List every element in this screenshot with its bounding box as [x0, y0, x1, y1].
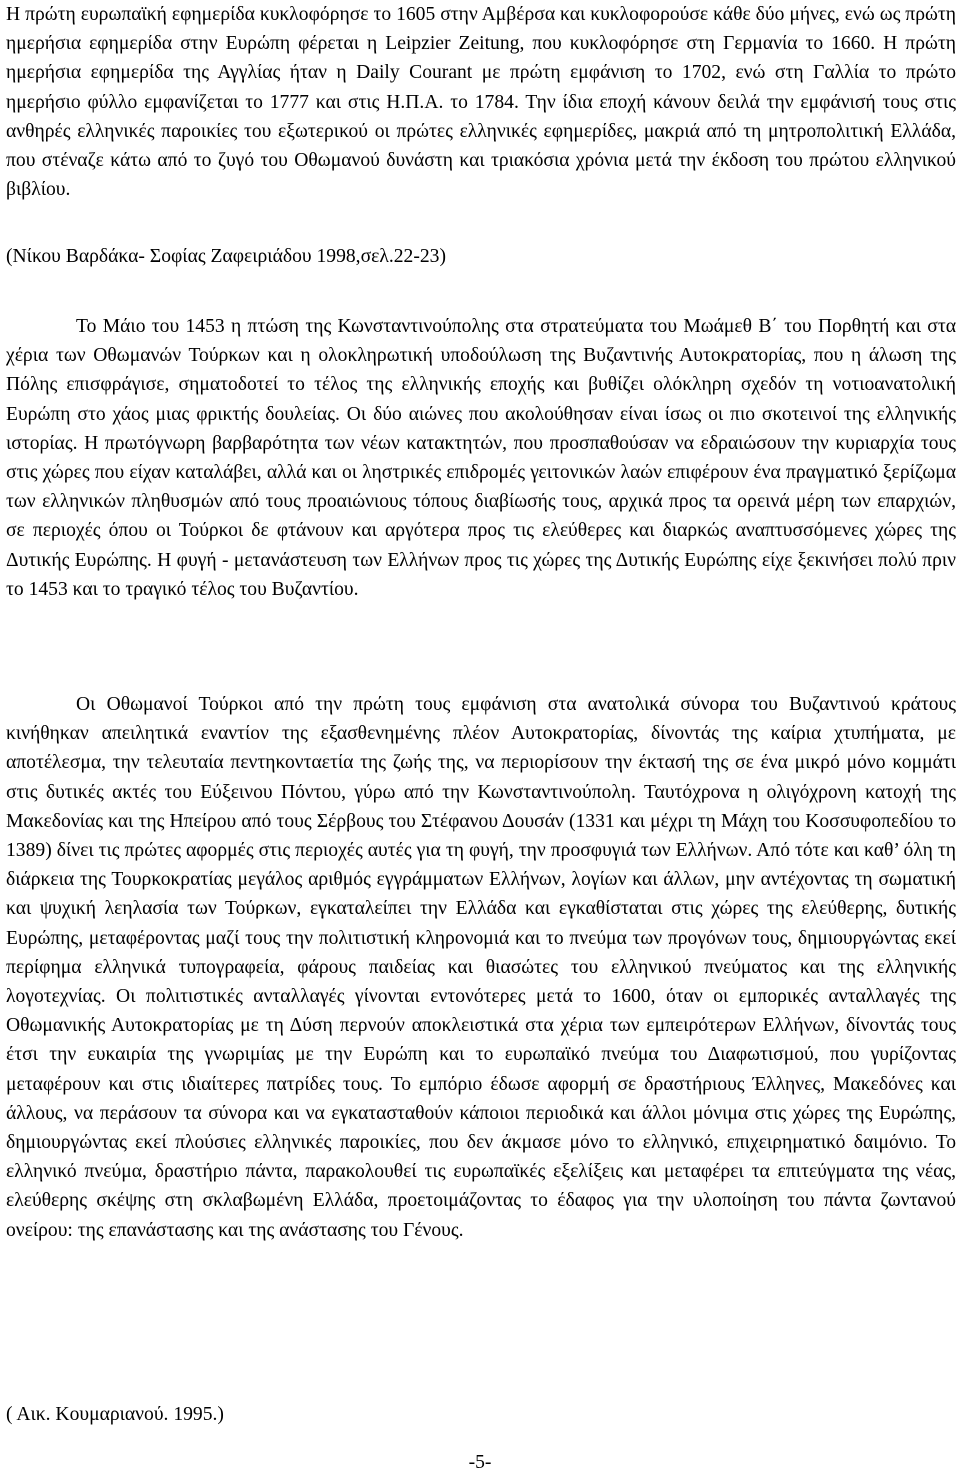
paragraph-newspapers: Η πρώτη ευρωπαϊκή εφημερίδα κυκλοφόρησε το 1605 στην Αμβέρσα και κυκλοφορούσε κάθε δύο μήνες, ενώ ως πρώτη ημερήσια εφημερίδα στην Ευρώπη φέρεται η Leipzier Zeitung, που κυκλοφόρησε στη Γερμανία το 1660. Η πρώτη ημερήσια εφημερίδα της Αγγλίας ήταν η Daily Courant με πρώτη εμφάνιση το 1702, ενώ στη Γαλλία το πρώτο ημερήσιο φύλλο εμφανίζεται το 1777 και στις Η.Π.Α. το 1784. Την ίδια εποχή κάνουν δειλά την εμφάνισή τους στις ανθηρές ελληνικές παροικίες του εξωτερικού οι πρώτες ελληνικές εφημερίδες, μακριά από τη μητροπολιτική Ελλάδα, που στέναζε κάτω από το ζυγό του Οθωμανού δυνάστη και τριακόσια χρόνια μετά την έκδοση του πρώτου ελληνικού βιβλίου. — [6, 4, 956, 201]
citation-vardakas-zafeiriadou: (Νίκου Βαρδάκα- Σοφίας Ζαφειριάδου 1998,σελ.22-23) — [6, 246, 446, 267]
citation-koumarianou: ( Αικ. Κουμαριανού. 1995.) — [6, 1404, 224, 1425]
page-number: -5- — [468, 1452, 492, 1473]
paragraph-fall-of-constantinople: Το Μάιο του 1453 η πτώση της Κωνσταντινούπολης στα στρατεύματα του Μωάμεθ Β΄ του Πορθητή και στα χέρια των Οθωμανών Τούρκων και η ολοκληρωτική υποδούλωση της Βυζαντινής Αυτοκρατορίας, που η άλωση της Πόλης επισφράγισε, σηματοδοτεί το τέλος της ελληνικής εποχής και βυθίζει ολόκληρη σχεδόν τη νοτιοανατολική Ευρώπη στο χάος μιας φρικτής δουλείας. Οι δύο αιώνες που ακολούθησαν είναι ίσως οι πιο σκοτεινοί της ελληνικής ιστορίας. Η πρωτόγνωρη βαρβαρότητα των νέων κατακτητών, που προσπαθούσαν να εδραιώσουν την κυριαρχία τους στις χώρες που είχαν καταλάβει, αλλά και οι ληστρικές επιδρομές γειτονικών λαών επιφέρουν ένα πραγματικό ξερίζωμα των ελληνικών πληθυσμών από τους προαιώνιους τόπους διαβίωσής τους, αρχικά προς τα ορεινά μέρη των επαρχιών, σε περιοχές όπου οι Τούρκοι δε φτάνουν και αργότερα προς τις ελεύθερες και διαρκώς αναπτυσσόμενες χώρες της Δυτικής Ευρώπης. Η φυγή - μετανάστευση των Ελλήνων προς τις χώρες της Δυτικής Ευρώπης είχε ξεκινήσει πολύ πριν το 1453 και το τραγικό τέλος του Βυζαντίου. — [6, 316, 956, 600]
paragraph-ottoman-turks: Οι Οθωμανοί Τούρκοι από την πρώτη τους εμφάνιση στα ανατολικά σύνορα του Βυζαντινού κράτους κινήθηκαν απειλητικά εναντίον της εξασθενημένης πλέον Αυτοκρατορίας, δίνοντάς της καίρια χτυπήματα, με αποτέλεσμα, την τελευταία πεντηκονταετία της ζωής της, να περιορίσουν την έκτασή της σε ένα μικρό μόνο κομμάτι στις δυτικές ακτές του Εύξεινου Πόντου, γύρω από την Κωνσταντινούπολη. Ταυτόχρονα η ολιγόχρονη κατοχή της Μακεδονίας και της Ηπείρου από τους Σέρβους του Στέφανου Δουσάν (1331 και μέχρι τη Μάχη του Κοσσυφοπεδίου το 1389) δίνει τις πρώτες αφορμές στις περιοχές αυτές για τη φυγή, την προσφυγιά των Ελλήνων. Από τότε και καθ’ όλη τη διάρκεια της Τουρκοκρατίας μεγάλος αριθμός εγγράμματων Ελλήνων, λογίων και άλλων, μην αντέχοντας τη σωματική και ψυχική λεηλασία των Τούρκων, εγκαταλείπει την Ελλάδα και εγκαθίσταται στις χώρες της ελεύθερης, δυτικής Ευρώπης, μεταφέροντας μαζί τους την πολιτιστική κληρονομιά και το πνεύμα των προγόνων τους, δημιουργώντας εκεί περίφημα ελληνικά τυπογραφεία, φάρους παιδείας και θιασώτες του ελληνικού πνεύματος και της ελληνικής λογοτεχνίας. Οι πολιτιστικές ανταλλαγές γίνονται εντονότερες μετά το 1600, όταν οι εμπορικές ανταλλαγές της Οθωμανικής Αυτοκρατορίας με τη Δύση περνούν αποκλειστικά στα χέρια των εμπειρότερων Ελλήνων, δίνοντάς τους έτσι την ευκαιρία της γνωριμίας με την Ευρώπη και το ευρωπαϊκό πνεύμα του Διαφωτισμού, που γυρίζοντας μεταφέρουν και στις ιδιαίτερες πατρίδες τους. Το εμπόριο έδωσε αφορμή σε δραστήριους Έλληνες, Μακεδόνες και άλλους, να περάσουν τα σύνορα και να εγκατασταθούν κάποιοι περιοδικά και άλλοι μόνιμα στις χώρες της Ευρώπης, δημιουργώντας εκεί πλούσιες ελληνικές παροικίες, που δεν άκμασε μόνο το ελληνικό, επιχειρηματικό δαιμόνιο. Το ελληνικό πνεύμα, δραστήριο πάντα, παρακολουθεί τις ευρωπαϊκές εξελίξεις και μεταφέρει τα επιτεύγματα της νέας, ελεύθερης σκέψης στη σκλαβωμένη Ελλάδα, προετοιμάζοντας το έδαφος για την υλοποίηση του πάντα ζωντανού ονείρου: της επανάστασης και της ανάστασης του Γένους. — [6, 694, 956, 1241]
